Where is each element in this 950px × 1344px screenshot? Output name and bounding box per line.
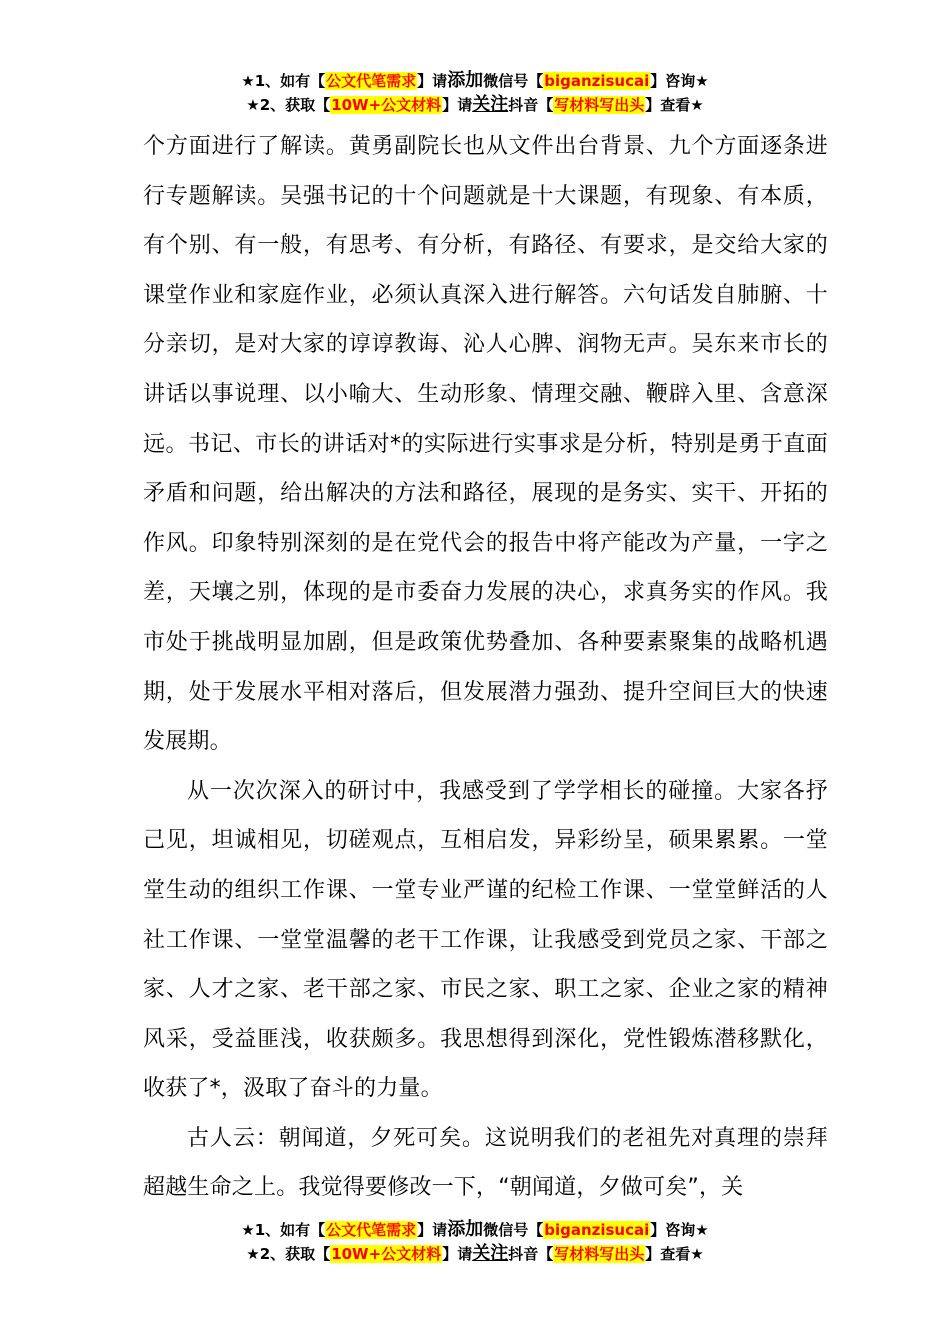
promo-highlight: biganzisucai bbox=[544, 1221, 650, 1239]
promo-text: 】咨询★ bbox=[650, 72, 709, 90]
promo-line-1 bbox=[0, 1218, 950, 1242]
promo-highlight: 写材料写出头 bbox=[554, 96, 645, 114]
promo-highlight: 公文代笔需求 bbox=[326, 72, 417, 90]
promo-text: ★1、如有【 bbox=[241, 1221, 326, 1239]
promo-text: 】查看★ bbox=[645, 96, 704, 114]
promo-text: 】请 bbox=[442, 96, 473, 114]
promo-text: ★2、获取【 bbox=[246, 1245, 331, 1263]
promo-emphasis: 添加 bbox=[447, 1219, 484, 1240]
document-body bbox=[143, 122, 828, 1213]
promo-highlight: biganzisucai bbox=[544, 72, 650, 90]
promo-highlight: 10W+公文材料 bbox=[331, 96, 442, 114]
bottom-promo-banner bbox=[0, 1218, 950, 1266]
promo-text: 】查看★ bbox=[645, 1245, 704, 1263]
promo-text: ★2、获取【 bbox=[246, 96, 331, 114]
promo-line-2 bbox=[0, 93, 950, 117]
paragraph: 个方面进行了解读。黄勇副院长也从文件出台背景、九个方面逐条进行专题解读。吴强书记的十个问题就是十大课题，有现象、有本质，有个别、有一般，有思考、有分析，有路径、有要求，是交给大家的课堂作业和家庭作业，必须认真深入进行解答。六句话发自肺腑、十分亲切，是对大家的谆谆教诲、沁人心脾、润物无声。吴东来市长的讲话以事说理、以小喻大、生动形象、情理交融、鞭辟入里、含意深远。书记、市长的讲话对*的实际进行实事求是分析，特别是勇于直面矛盾和问题，给出解决的方法和路径，展现的是务实、实干、开拓的作风。印象特别深刻的是在党代会的报告中将产能改为产量，一字之差，天壤之别，体现的是市委奋力发展的决心，求真务实的作风。我市处于挑战明显加剧，但是政策优势叠加、各种要素聚集的战略机遇期，处于发展水平相对落后，但发展潜力强劲、提升空间巨大的快速发展期。 bbox=[143, 134, 828, 755]
promo-text: 抖音【 bbox=[508, 96, 554, 114]
promo-text: 微信号【 bbox=[483, 1221, 544, 1239]
promo-text: 】请 bbox=[417, 1221, 448, 1239]
promo-emphasis: 关注 bbox=[472, 94, 509, 115]
promo-highlight: 10W+公文材料 bbox=[331, 1245, 442, 1263]
promo-highlight: 写材料写出头 bbox=[554, 1245, 645, 1263]
promo-text: 微信号【 bbox=[483, 72, 544, 90]
promo-emphasis: 添加 bbox=[447, 70, 484, 91]
promo-text: 】咨询★ bbox=[650, 1221, 709, 1239]
promo-text: 】请 bbox=[417, 72, 448, 90]
promo-line-1 bbox=[0, 69, 950, 93]
promo-highlight: 公文代笔需求 bbox=[326, 1221, 417, 1239]
promo-text: 抖音【 bbox=[508, 1245, 554, 1263]
promo-line-2 bbox=[0, 1242, 950, 1266]
paragraph: 古人云：朝闻道，夕死可矣。这说明我们的老祖先对真理的崇拜超越生命之上。我觉得要修改一下，“朝闻道，夕做可矣”，关 bbox=[143, 1125, 828, 1201]
promo-emphasis: 关注 bbox=[472, 1243, 509, 1264]
paragraph: 从一次次深入的研讨中，我感受到了学学相长的碰撞。大家各抒己见，坦诚相见，切磋观点，互相启发，异彩纷呈，硕果累累。一堂堂生动的组织工作课、一堂专业严谨的纪检工作课、一堂堂鲜活的人社工作课、一堂堂温馨的老干工作课，让我感受到党员之家、干部之家、人才之家、老干部之家、市民之家、职工之家、企业之家的精神风采，受益匪浅，收获颇多。我思想得到深化，党性锻炼潜移默化，收获了*，汲取了奋斗的力量。 bbox=[143, 778, 828, 1102]
promo-text: 】请 bbox=[442, 1245, 473, 1263]
promo-text: ★1、如有【 bbox=[241, 72, 326, 90]
top-promo-banner bbox=[0, 69, 950, 117]
